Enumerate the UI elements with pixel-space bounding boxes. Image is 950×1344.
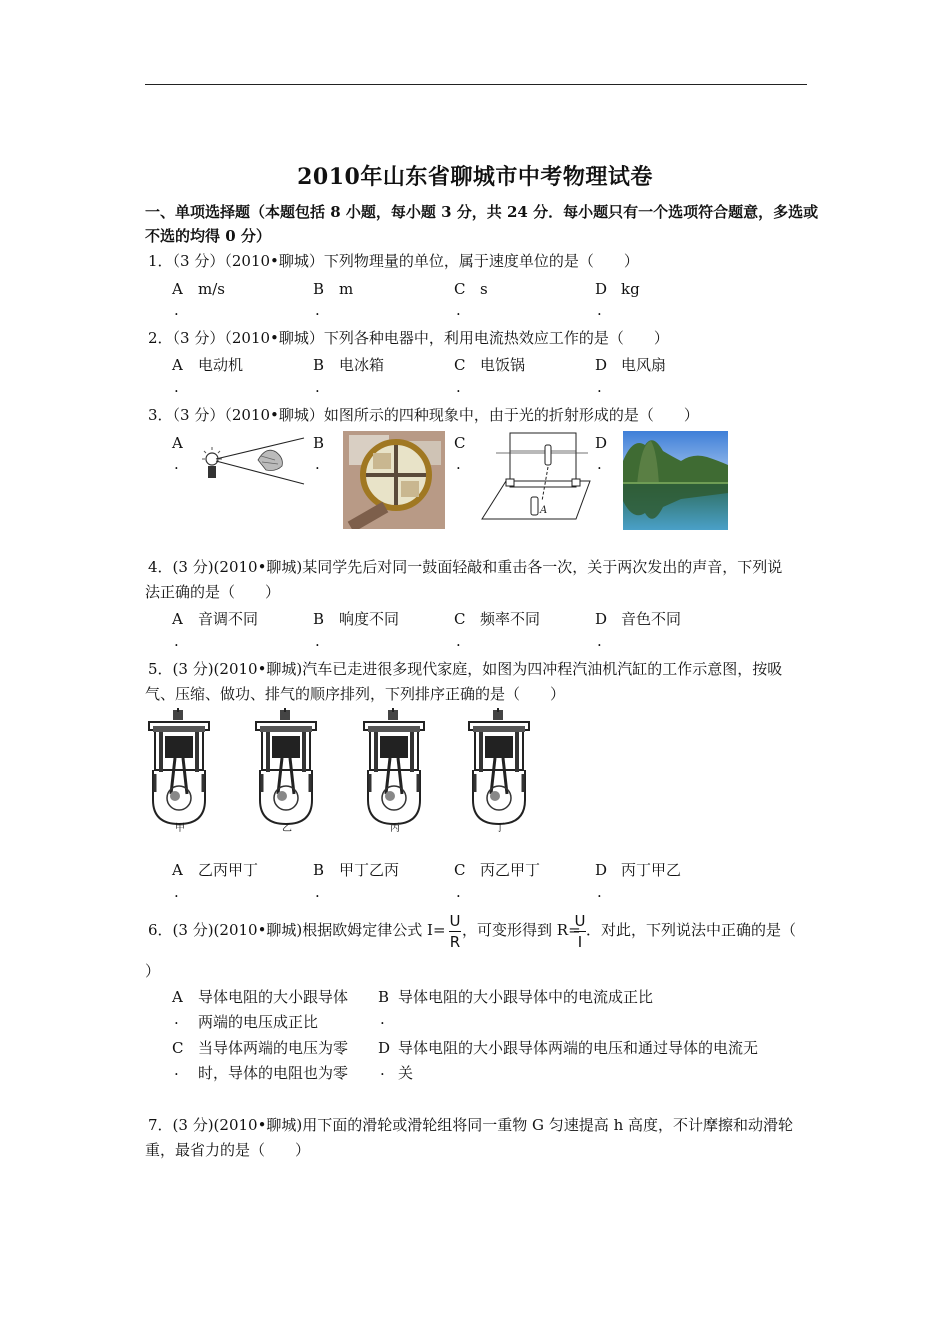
q3-stem: 3．（3 分）（2010•聊城）如图所示的四种现象中，由于光的折射形成的是（ ） (148, 406, 699, 424)
section-heading-line2: 不选的均得 0 分） (145, 227, 271, 245)
engine-figure (465, 708, 533, 836)
q4-option-d-text: 音色不同 (621, 610, 682, 628)
q1-option-c-letter: C (454, 280, 466, 298)
q1-stem: 1．（3 分）（2010•聊城）下列物理量的单位，属于速度单位的是（ ） (148, 252, 639, 270)
q6-stem-part2: ，可变形得到 R= (462, 921, 581, 939)
q4-stem-line1: 4．(3 分)(2010•聊城)某同学先后对同一鼓面轻敲和重击各一次，关于两次发出的声音，下列说 (148, 558, 783, 576)
q6-option-c-letter: C (172, 1039, 184, 1057)
q4-option-a-text: 音调不同 (198, 610, 259, 628)
q5-stem-line1: 5．(3 分)(2010•聊城)汽车已走进很多现代家庭，如图为四冲程汽油机汽缸的工作示意图，按吸 (148, 660, 783, 678)
q6-option-b-line1: 导体电阻的大小跟导体中的电流成正比 (398, 988, 654, 1006)
q6-option-a-line1: 导体电阻的大小跟导体 (198, 988, 349, 1006)
q6-stem-line2: ） (145, 962, 161, 980)
q6-stem-part3: ．对此，下列说法中正确的是（ (586, 921, 797, 939)
q6-option-d-line1: 导体电阻的大小跟导体两端的电压和通过导体的电流无 (398, 1039, 759, 1057)
q5-option-c-text: 丙乙甲丁 (480, 861, 541, 879)
mountain-reflection-image (623, 431, 728, 530)
q3-option-a-letter: A (172, 434, 183, 452)
q2-option-a-letter: A (172, 356, 183, 374)
engine-figure-label: 丁 (495, 823, 505, 834)
q6-option-c-line2: 时，导体的电阻也为零 (198, 1064, 349, 1082)
mirror-image-label-a: A (540, 505, 548, 516)
q6-option-c-line1: 当导体两端的电压为零 (198, 1039, 349, 1057)
shadow-figure-image (198, 432, 310, 490)
q5-option-b-letter: B (313, 861, 325, 879)
ohm-fraction-u-over-i (574, 912, 586, 951)
engine-figure (145, 708, 213, 836)
q5-option-b-text: 甲丁乙丙 (339, 861, 400, 879)
page-title: 2010年山东省聊城市中考物理试卷 (297, 164, 653, 190)
q4-option-a-letter: A (172, 610, 183, 628)
q6-option-d-letter: D (378, 1039, 391, 1057)
q4-option-b-text: 响度不同 (339, 610, 400, 628)
fraction-numerator: U (574, 912, 586, 930)
q7-stem-line2: 重，最省力的是（ ） (145, 1141, 311, 1159)
q6-option-a-letter: A (172, 988, 183, 1006)
q1-option-d-text: kg (621, 280, 640, 298)
q2-option-a-text: 电动机 (198, 356, 244, 374)
q4-option-b-letter: B (313, 610, 325, 628)
header-rule (145, 84, 807, 85)
engine-figure-label: 丙 (390, 823, 400, 834)
engine-figure-label: 乙 (282, 823, 292, 834)
section-heading-line1: 一、单项选择题（本题包括 8 小题，每小题 3 分，共 24 分．每小题只有一个选项符合题意，多选或 (145, 203, 819, 221)
plane-mirror-experiment-image (480, 431, 592, 523)
q5-option-a-letter: A (172, 861, 183, 879)
q6-option-d-line2: 关 (398, 1064, 414, 1082)
q1-option-b-text: m (339, 280, 354, 298)
q2-option-b-text: 电冰箱 (339, 356, 385, 374)
q4-option-c-text: 频率不同 (480, 610, 541, 628)
q2-stem: 2．（3 分）（2010•聊城）下列各种电器中，利用电流热效应工作的是（ ） (148, 329, 669, 347)
engine-figure-label: 甲 (175, 823, 185, 834)
fraction-numerator: U (449, 912, 461, 930)
q5-option-c-letter: C (454, 861, 466, 879)
q2-option-d-text: 电风扇 (621, 356, 667, 374)
q1-option-d-letter: D (595, 280, 608, 298)
ohm-fraction-u-over-r (449, 912, 461, 951)
q4-option-d-letter: D (595, 610, 608, 628)
q5-option-d-letter: D (595, 861, 608, 879)
q5-option-a-text: 乙丙甲丁 (198, 861, 259, 879)
engine-figure (360, 708, 428, 836)
engine-figure (252, 708, 320, 836)
fraction-denominator: R (449, 933, 461, 951)
magnifying-glass-image (343, 431, 445, 529)
q1-option-a-text: m/s (198, 280, 225, 298)
q1-option-b-letter: B (313, 280, 325, 298)
q2-option-d-letter: D (595, 356, 608, 374)
fraction-denominator: I (577, 933, 583, 951)
q2-option-c-text: 电饭锅 (480, 356, 526, 374)
q2-option-c-letter: C (454, 356, 466, 374)
q3-option-b-letter: B (313, 434, 325, 452)
q5-option-d-text: 丙丁甲乙 (621, 861, 682, 879)
q7-stem-line1: 7．(3 分)(2010•聊城)用下面的滑轮或滑轮组将同一重物 G 匀速提高 h 高度，不计摩擦和动滑轮 (148, 1116, 794, 1134)
q6-option-b-letter: B (378, 988, 390, 1006)
q3-option-d-letter: D (595, 434, 608, 452)
q1-option-c-text: s (480, 280, 488, 298)
q1-option-a-letter: A (172, 280, 183, 298)
q4-stem-line2: 法正确的是（ ） (145, 583, 281, 601)
q5-stem-line2: 气、压缩、做功、排气的顺序排列，下列排序正确的是（ ） (145, 685, 566, 703)
q6-stem-part1: 6．(3 分)(2010•聊城)根据欧姆定律公式 I= (148, 921, 446, 939)
q2-option-b-letter: B (313, 356, 325, 374)
q4-option-c-letter: C (454, 610, 466, 628)
q3-option-c-letter: C (454, 434, 466, 452)
q6-option-a-line2: 两端的电压成正比 (198, 1013, 319, 1031)
